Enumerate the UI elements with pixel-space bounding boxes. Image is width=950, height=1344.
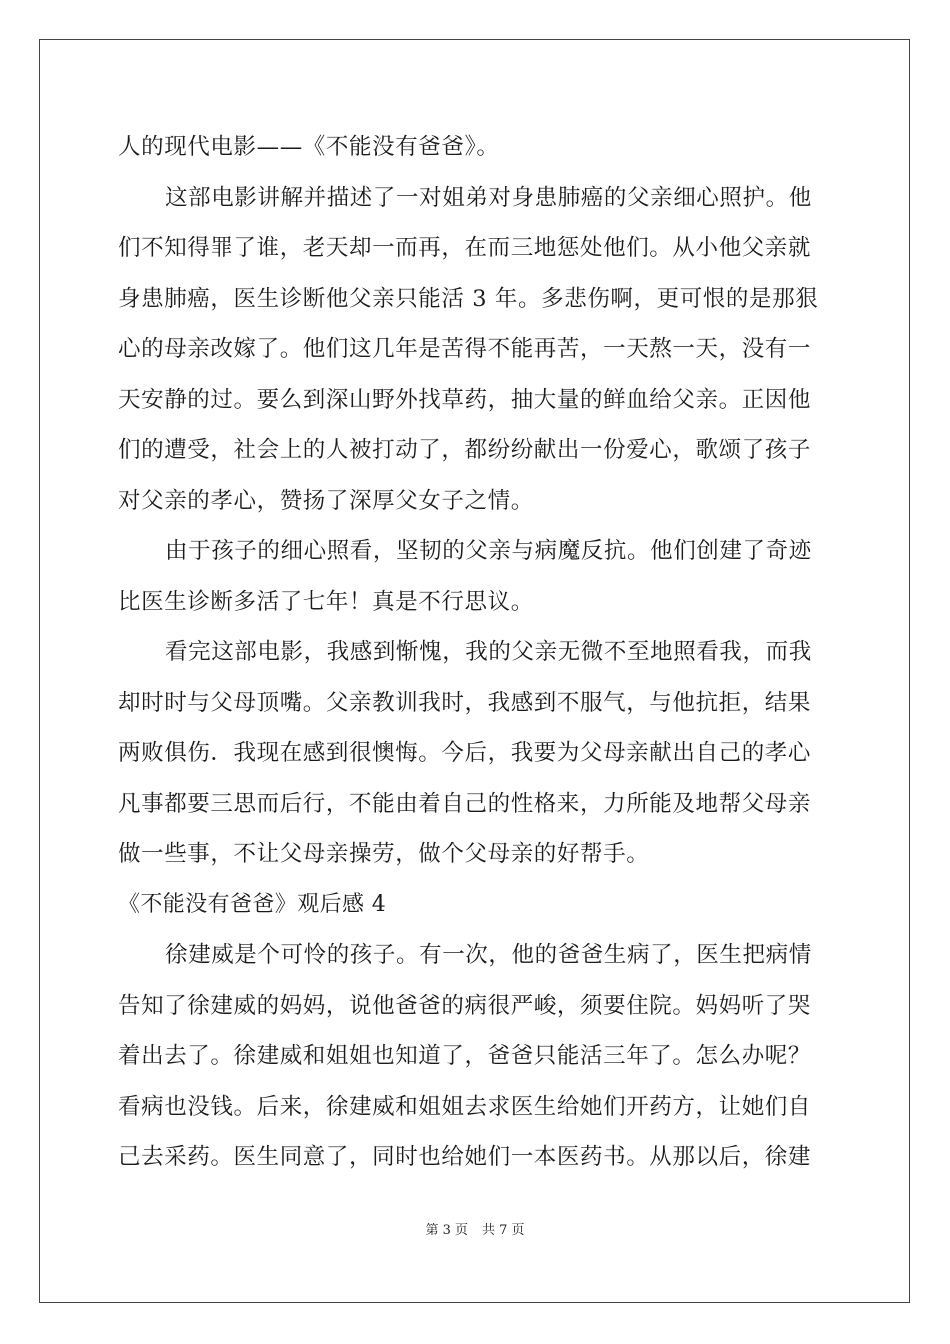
text-line: 对父亲的孝心，赞扬了深厚父女子之情。 — [118, 487, 534, 514]
text-line: 身患肺癌，医生诊断他父亲只能活 3 年。多悲伤啊，更可恨的是那狠 — [118, 285, 819, 312]
text-line: 人的现代电影——《不能没有爸爸》。 — [118, 134, 500, 160]
text-line: 天安静的过。要么到深山野外找草药，抽大量的鲜血给父亲。正因他 — [118, 386, 812, 413]
document-body — [118, 122, 834, 1183]
text-line: 告知了徐建威的妈妈，说他爸爸的病很严峻，须要住院。妈妈听了哭 — [118, 992, 812, 1019]
text-line: 比医生诊断多活了七年！真是不行思议。 — [118, 588, 534, 615]
text-line: 凡事都要三思而后行，不能由着自己的性格来，力所能及地帮父母亲 — [118, 790, 812, 817]
text-line: 看病也没钱。后来，徐建威和姐姐去求医生给她们开药方，让她们自 — [118, 1093, 812, 1120]
text-line: 却时时与父母顶嘴。父亲教训我时，我感到不服气，与他抗拒，结果 — [118, 689, 812, 716]
section-heading: 《不能没有爸爸》观后感 4 — [118, 891, 387, 917]
page-footer — [0, 1219, 950, 1238]
paragraph-start-line: 由于孩子的细心照看，坚韧的父亲与病魔反抗。他们创建了奇迹 — [165, 538, 812, 564]
paragraph-start-line: 徐建威是个可怜的孩子。有一次，他的爸爸生病了，医生把病情 — [165, 942, 812, 968]
text-line: 两败俱伤．我现在感到很懊悔。今后，我要为父母亲献出自己的孝心 — [118, 740, 812, 766]
page-number: 第 3 页 — [425, 1223, 468, 1238]
paragraph-start-line: 看完这部电影，我感到惭愧，我的父亲无微不至地照看我，而我 — [165, 639, 812, 665]
paragraph-start-line: 这部电影讲解并描述了一对姐弟对身患肺癌的父亲细心照护。他 — [165, 184, 812, 211]
text-line: 们不知得罪了谁，老天却一而再，在而三地惩处他们。从小他父亲就 — [118, 235, 812, 261]
text-line: 着出去了。徐建威和姐姐也知道了，爸爸只能活三年了。怎么办呢？ — [118, 1043, 812, 1069]
text-line: 心的母亲改嫁了。他们这几年是苦得不能再苦，一天熬一天，没有一 — [118, 336, 812, 362]
page-total: 共 7 页 — [482, 1223, 525, 1238]
text-line: 己去采药。医生同意了，同时也给她们一本医药书。从那以后，徐建 — [118, 1144, 812, 1170]
text-line: 们的遭受，社会上的人被打动了，都纷纷献出一份爱心，歌颂了孩子 — [118, 437, 812, 463]
text-line: 做一些事，不让父母亲操劳，做个父母亲的好帮手。 — [118, 841, 650, 867]
